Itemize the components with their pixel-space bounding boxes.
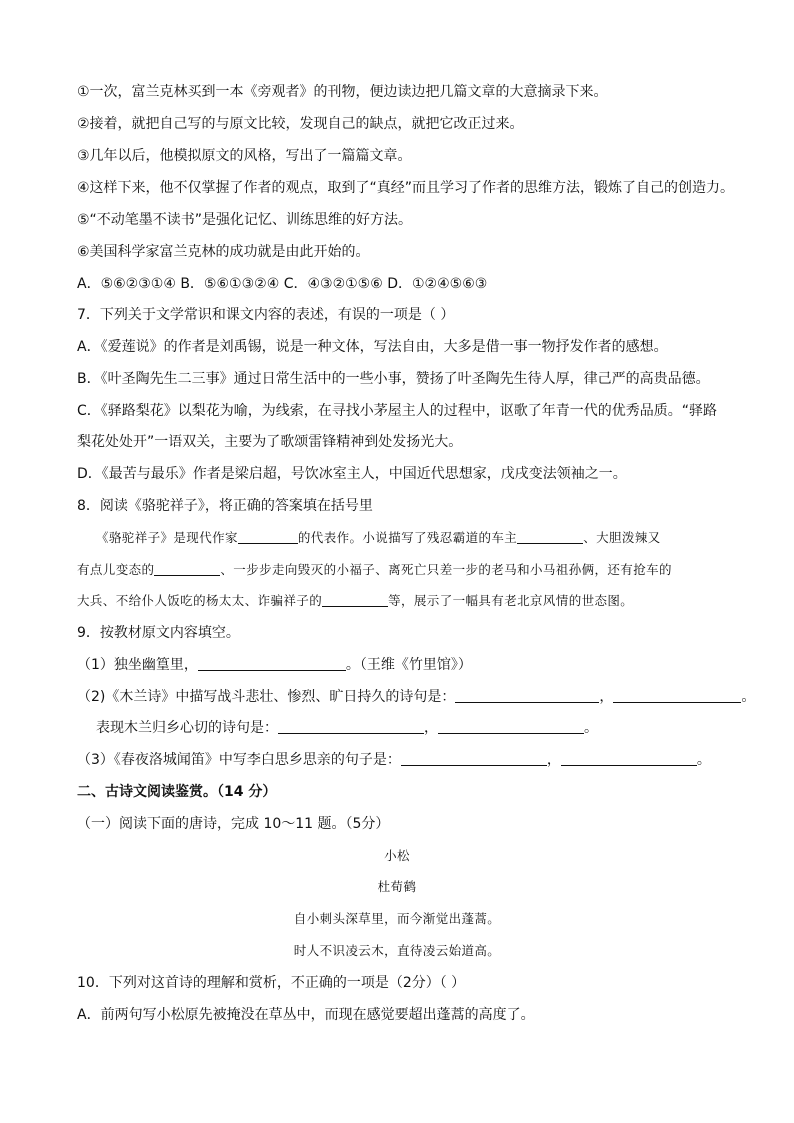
q6-options: A．⑤⑥②③①④ B．⑤⑥①③②④ C．④③②①⑤⑥ D．①②④⑤⑥③	[77, 276, 488, 292]
q6-sentence-3: ③几年以后，他模拟原文的风格，写出了一篇篇文章。	[77, 148, 412, 164]
q9-text: 。	[741, 689, 756, 705]
q8-text: 《骆驼祥子》是现代作家	[96, 530, 238, 545]
answer-blank[interactable]	[322, 592, 388, 607]
answer-blank[interactable]	[198, 656, 346, 671]
q9-text: （2)《木兰诗》中描写战斗悲壮、惨烈、旷日持久的诗句是：	[77, 689, 456, 705]
q6-sentence-4: ④这样下来，他不仅掌握了作者的观点，取到了“真经”而且学习了作者的思维方法，锻炼了自己的创造力。	[77, 180, 735, 196]
answer-blank[interactable]	[561, 751, 697, 766]
q8-text: 有点儿变态的	[77, 562, 155, 577]
q8-stem: 8．阅读《骆驼祥子》，将正确的答案填在括号里	[77, 498, 373, 514]
q10-option-a: A．前两句写小松原先被掩没在草丛中，而现在感觉要超出蓬蒿的高度了。	[77, 1007, 535, 1023]
answer-blank[interactable]	[278, 719, 424, 734]
q7-option-a: A．《爱莲说》的作者是刘禹锡，说是一种文体，写法自由，大多是借一事一物抒发作者的感想。	[77, 339, 668, 355]
answer-blank[interactable]	[455, 688, 599, 703]
q9-text: （3）《春夜洛城闻笛》中写李白思乡思亲的句子是：	[77, 752, 401, 768]
poem-author: 杜荀鹤	[377, 879, 417, 894]
q7-option-c-line1: C．《驿路梨花》以梨花为喻，为线索，在寻找小茅屋主人的过程中，讴歌了年青一代的优秀品质。“驿路	[77, 403, 718, 419]
answer-blank[interactable]	[401, 751, 547, 766]
q8-text: 、大胆泼辣又	[583, 530, 661, 545]
q9-item-1	[77, 655, 472, 675]
poem-line-1: 自小刺头深草里，而今渐觉出蓬蒿。	[293, 911, 501, 926]
q6-sentence-2: ②接着，就把自己写的与原文比较，发现自己的缺点，就把它改正过来。	[77, 116, 524, 132]
q8-passage-line3	[77, 591, 633, 611]
q9-text: 。	[696, 752, 711, 768]
q7-option-c-line2: 梨花处处开”一语双关，主要为了歌颂雷锋精神到处发扬光大。	[77, 434, 463, 450]
q6-sentence-5: ⑤“不动笔墨不读书”是强化记忆、训练思维的好方法。	[77, 212, 413, 228]
q7-option-d: D．《最苦与最乐》作者是梁启超，号饮冰室主人，中国近代思想家，戊戌变法领袖之一。	[77, 466, 627, 482]
q8-passage-line2	[77, 560, 672, 580]
q9-text: ，	[599, 689, 614, 705]
q6-sentence-6: ⑥美国科学家富兰克林的成功就是由此开始的。	[77, 244, 370, 260]
answer-blank[interactable]	[238, 529, 298, 544]
answer-blank[interactable]	[613, 688, 741, 703]
q8-passage-line1	[96, 528, 661, 548]
q9-text: ，	[424, 720, 438, 736]
q9-text: 。（王维《竹里馆》）	[345, 657, 472, 673]
q8-text: 等，展示了一幅具有老北京风情的世态图。	[388, 593, 634, 608]
q7-stem: 7．下列关于文学常识和课文内容的表述，有误的一项是（ ）	[77, 307, 455, 323]
answer-blank[interactable]	[154, 561, 220, 576]
poem-title: 小松	[384, 848, 410, 863]
q9-item-2b	[96, 718, 598, 738]
q10-stem: 10．下列对这首诗的理解和赏析，不正确的一项是（2分）（ ）	[77, 975, 466, 991]
q8-text: 大兵、不给仆人饭吃的杨太太、诈骗祥子的	[77, 593, 323, 608]
q7-option-b: B．《叶圣陶先生二三事》通过日常生活中的一些小事，赞扬了叶圣陶先生待人厚，律己严的高贵品德。	[77, 371, 710, 387]
q9-stem: 9．按教材原文内容填空。	[77, 625, 240, 641]
q8-text: 的代表作。小说描写了残忍霸道的车主	[297, 530, 518, 545]
q9-item-2	[77, 687, 755, 707]
section-2-sub-1: （一）阅读下面的唐诗，完成 10～11 题。（5分）	[77, 816, 390, 832]
q8-text: 、一步步走向毁灭的小福子、离死亡只差一步的老马和小马祖孙俩，还有抢车的	[220, 562, 672, 577]
q9-item-3	[77, 750, 711, 770]
poem-line-2: 时人不识凌云木，直待凌云始道高。	[293, 943, 501, 958]
section-2-title: 二、古诗文阅读鉴赏。（14 分）	[77, 784, 277, 800]
answer-blank[interactable]	[517, 529, 583, 544]
q9-text: 。	[584, 720, 598, 736]
q9-text: ，	[546, 752, 561, 768]
q9-text: （1）独坐幽篁里，	[77, 657, 198, 673]
q9-text: 表现木兰归乡心切的诗句是：	[96, 720, 278, 736]
q6-sentence-1: ①一次，富兰克林买到一本《旁观者》的刊物，便边读边把几篇文章的大意摘录下来。	[77, 84, 608, 100]
answer-blank[interactable]	[438, 719, 584, 734]
